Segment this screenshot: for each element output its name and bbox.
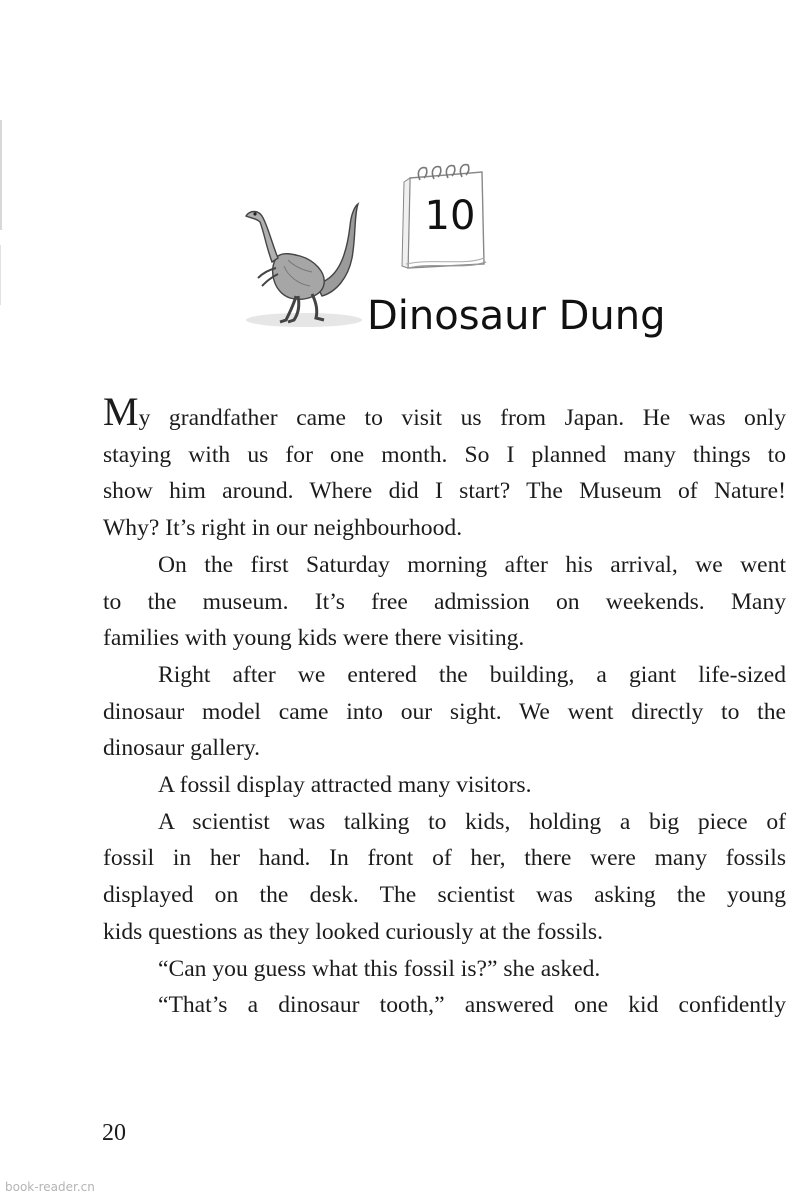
paragraph-line: displayed on the desk. The scientist was asking the young bbox=[103, 882, 786, 909]
paragraph bbox=[103, 389, 786, 437]
paragraph-line: “Can you guess what this fossil is?” she asked. bbox=[158, 955, 601, 982]
watermark: book-reader.cn bbox=[5, 1180, 95, 1194]
paragraph-line: fossil in her hand. In front of her, there were many fossils bbox=[103, 845, 786, 872]
paragraph-line: families with young kids were there visiting. bbox=[103, 625, 525, 652]
drop-cap: M bbox=[103, 389, 139, 434]
chapter-number: 10 bbox=[424, 193, 476, 239]
paragraph-line: dinosaur gallery. bbox=[103, 735, 261, 762]
paragraph-line: A fossil display attracted many visitors. bbox=[158, 772, 532, 799]
page-edge-shadow bbox=[0, 245, 1, 305]
paragraph-line: dinosaur model came into our sight. We went directly to the bbox=[103, 698, 786, 725]
paragraph-line: On the first Saturday morning after his arrival, we went bbox=[158, 551, 786, 578]
paragraph-line: A scientist was talking to kids, holding a big piece of bbox=[158, 808, 786, 835]
paragraph-line: “That’s a dinosaur tooth,” answered one kid confidently bbox=[158, 992, 786, 1019]
paragraph-line: Right after we entered the building, a giant life-sized bbox=[158, 661, 786, 688]
page-number: 20 bbox=[102, 1120, 126, 1146]
text-line: y grandfather came to visit us from Japan. He was only bbox=[138, 405, 786, 431]
paragraph-line: kids questions as they looked curiously at the fossils. bbox=[103, 918, 604, 945]
page-edge-shadow bbox=[0, 120, 2, 230]
paragraph-line: show him around. Where did I start? The Museum of Nature! bbox=[103, 478, 786, 505]
paragraph-line: staying with us for one month. So I planned many things to bbox=[103, 441, 786, 468]
body-text bbox=[103, 389, 786, 1024]
paragraph-line: Why? It’s right in our neighbourhood. bbox=[103, 515, 463, 542]
paragraph-line: to the museum. It’s free admission on weekends. Many bbox=[103, 588, 786, 615]
chapter-title: Dinosaur Dung bbox=[367, 293, 666, 339]
dinosaur-icon bbox=[238, 196, 378, 336]
